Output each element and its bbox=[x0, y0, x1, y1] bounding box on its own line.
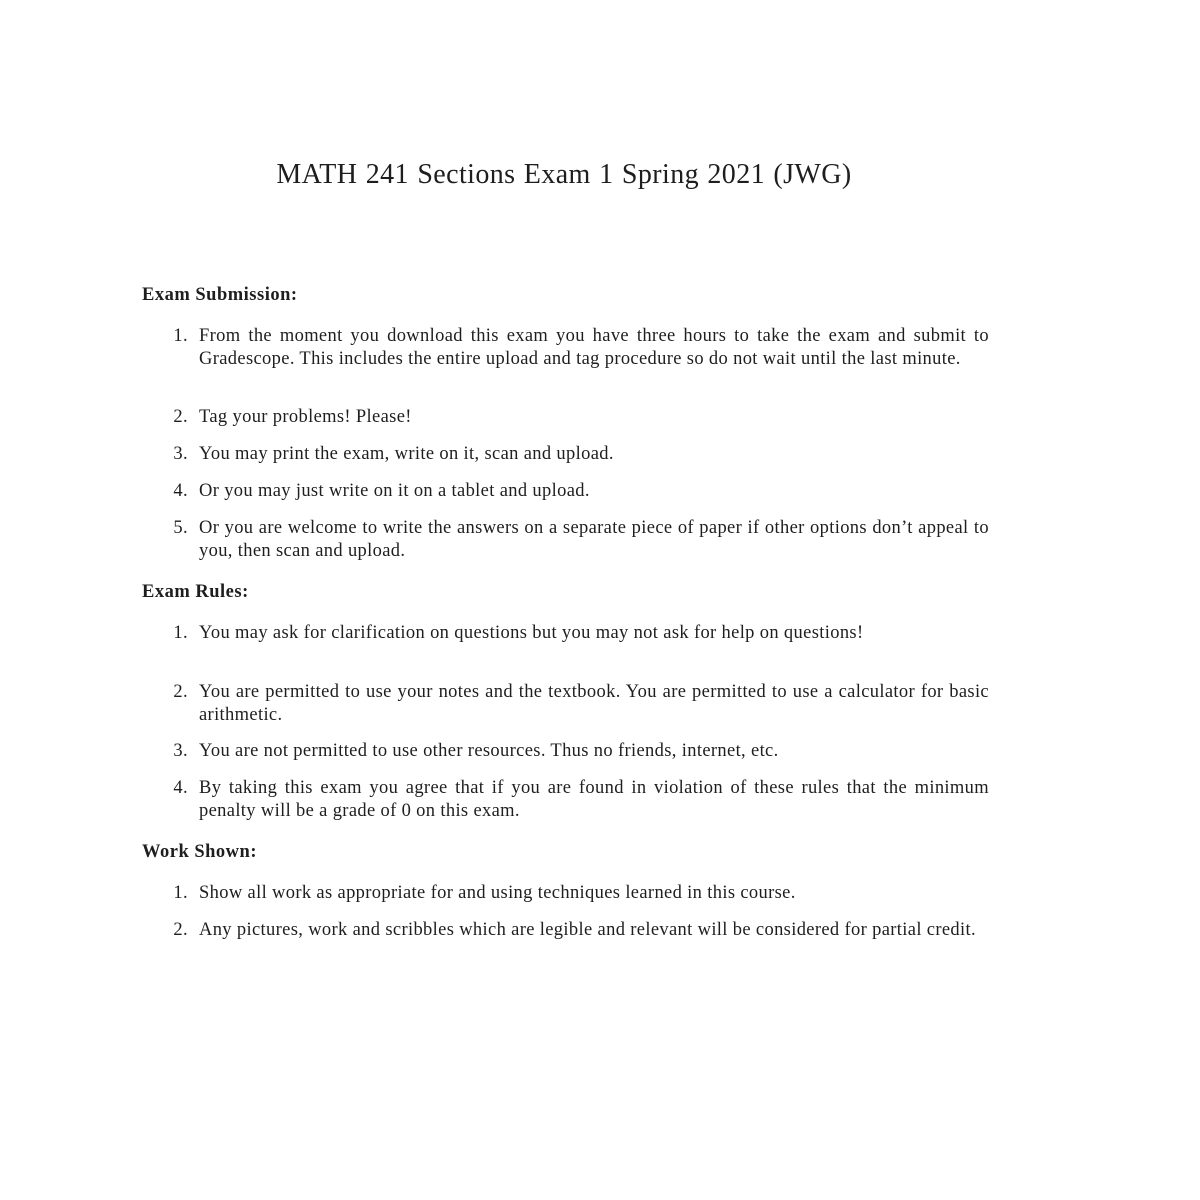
list-item-text: You may ask for clarification on questions but you may not ask for help on questions! bbox=[199, 623, 864, 643]
list-item-number: 4. bbox=[173, 778, 188, 798]
list-item-text: By taking this exam you agree that if you are found in violation of these rules that the minimum penalty will be a grade of 0 on this exam. bbox=[199, 778, 989, 821]
list-item bbox=[160, 777, 989, 822]
list-item bbox=[160, 740, 989, 763]
section-heading-work-shown: Work Shown: bbox=[142, 842, 257, 862]
list-item-text: Or you may just write on it on a tablet and upload. bbox=[199, 481, 590, 501]
list-item bbox=[160, 406, 989, 429]
list-item-text: You may print the exam, write on it, scan and upload. bbox=[199, 444, 614, 464]
list-item bbox=[160, 443, 989, 466]
list-item-number: 1. bbox=[173, 623, 188, 643]
list-item-number: 2. bbox=[173, 920, 188, 940]
list-item bbox=[160, 681, 989, 726]
list-item bbox=[160, 622, 989, 645]
list-item-number: 4. bbox=[173, 481, 188, 501]
list-item-text: Show all work as appropriate for and using techniques learned in this course. bbox=[199, 883, 796, 903]
list-item bbox=[160, 480, 989, 503]
page-title: MATH 241 Sections Exam 1 Spring 2021 (JWG) bbox=[276, 159, 852, 190]
list-item bbox=[160, 919, 989, 942]
list-item-number: 1. bbox=[173, 883, 188, 903]
list-item-number: 2. bbox=[173, 682, 188, 702]
list-item-text: You are not permitted to use other resources. Thus no friends, internet, etc. bbox=[199, 741, 779, 761]
list-item-text: You are permitted to use your notes and the textbook. You are permitted to use a calculator for basic arithmetic. bbox=[199, 682, 989, 725]
list-item-text: Any pictures, work and scribbles which are legible and relevant will be considered for partial credit. bbox=[199, 920, 976, 940]
list-item bbox=[160, 882, 989, 905]
list-item-number: 2. bbox=[173, 407, 188, 427]
section-heading-exam-submission: Exam Submission: bbox=[142, 285, 298, 305]
list-item-text: From the moment you download this exam you have three hours to take the exam and submit to Gradescope. This includes the entire upload and tag procedure so do not wait until the last minute. bbox=[199, 326, 989, 369]
list-item-number: 3. bbox=[173, 741, 188, 761]
list-item bbox=[160, 517, 989, 562]
list-item bbox=[160, 325, 989, 370]
list-item-number: 1. bbox=[173, 326, 188, 346]
list-item-number: 3. bbox=[173, 444, 188, 464]
list-item-text: Tag your problems! Please! bbox=[199, 407, 412, 427]
section-heading-exam-rules: Exam Rules: bbox=[142, 582, 249, 602]
list-item-number: 5. bbox=[173, 518, 188, 538]
list-item-text: Or you are welcome to write the answers on a separate piece of paper if other options don’t appeal to you, then scan and upload. bbox=[199, 518, 989, 561]
